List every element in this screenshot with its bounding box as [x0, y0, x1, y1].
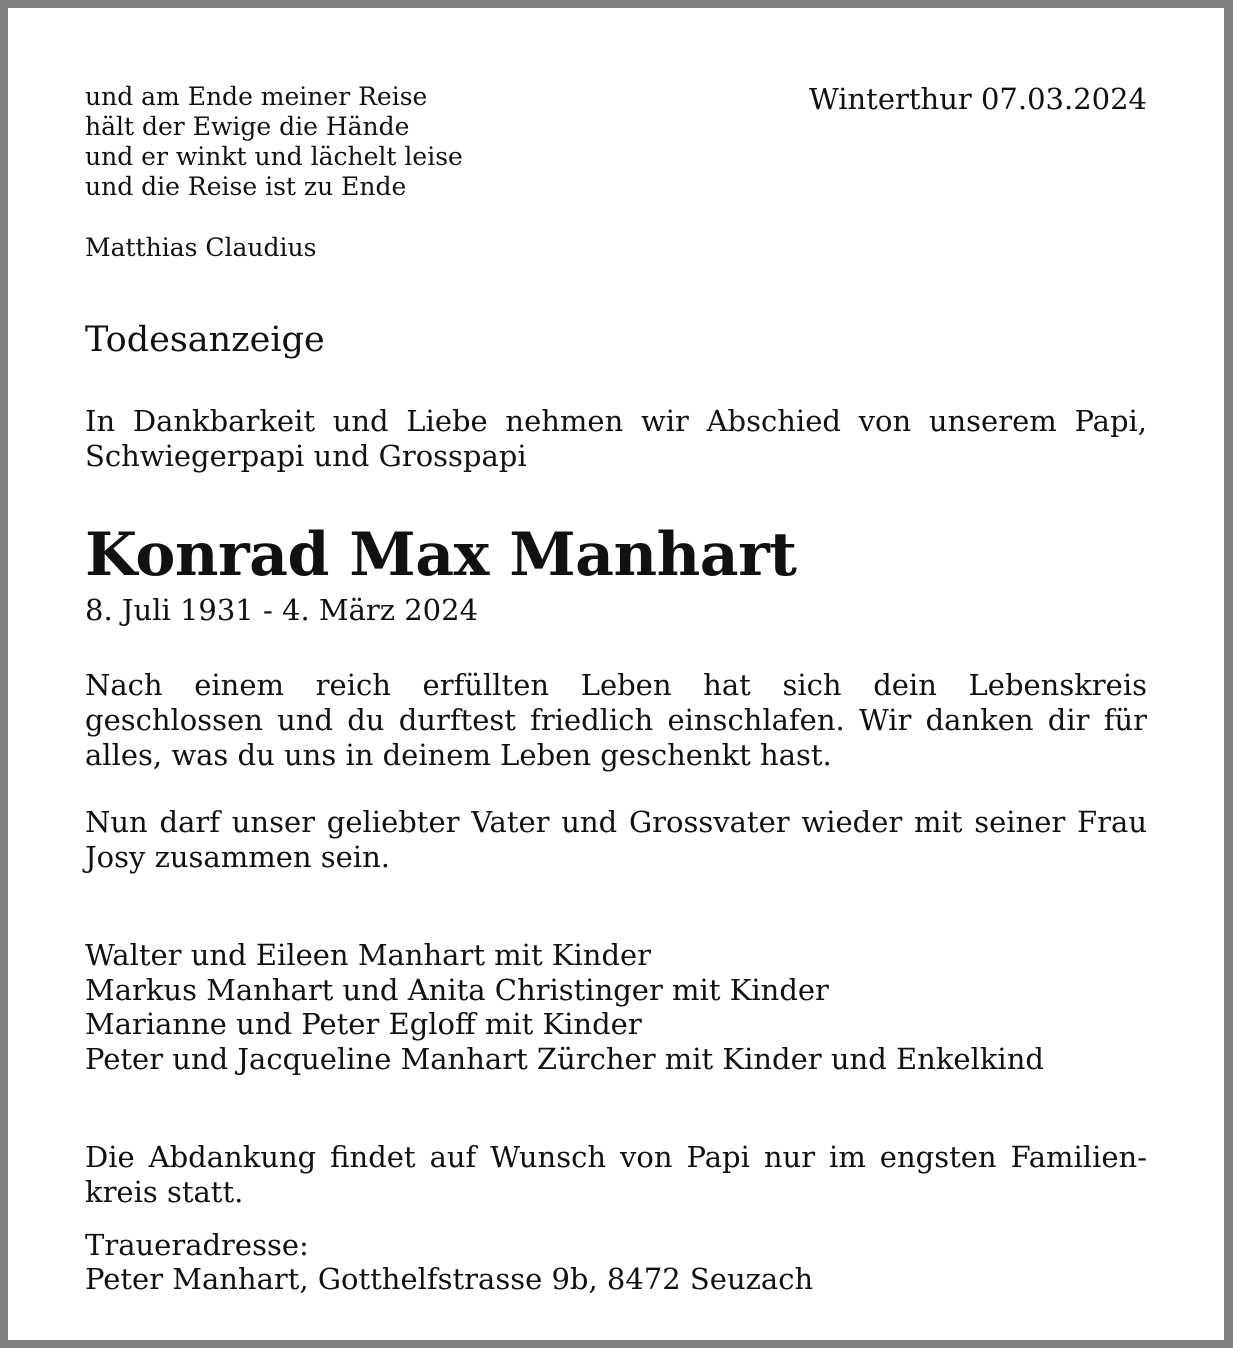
obituary-page	[8, 8, 1224, 1340]
mourners-list	[85, 938, 1044, 1076]
poem-line: und er winkt und lächelt leise	[85, 142, 463, 171]
mourner-entry: Marianne und Peter Egloff mit Kinder	[85, 1007, 642, 1041]
deceased-name: Konrad Max Manhart	[85, 520, 797, 590]
mourner-entry: Markus Manhart und Anita Christinger mit Kinder	[85, 972, 829, 1007]
mourning-address	[85, 1228, 813, 1296]
funeral-note: Die Abdankung findet auf Wunsch von Papi nur im engsten Familienkreis statt.	[85, 1140, 1147, 1209]
poem-author: Matthias Claudius	[85, 233, 317, 262]
poem-line: hält der Ewige die Hände	[85, 112, 410, 141]
poem-line: und am Ende meiner Reise	[85, 82, 428, 111]
address-label: Traueradresse:	[85, 1228, 309, 1262]
life-dates: 8. Juli 1931 - 4. März 2024	[85, 593, 479, 627]
intro-text: In Dankbarkeit und Liebe nehmen wir Abschied von unserem Papi, Schwiegerpapi und Grosspapi	[85, 404, 1147, 473]
paragraph: Nach einem reich erfüllten Leben hat sich dein Lebenskreis geschlossen und du durftest friedlich einschlafen. Wir danken dir für alles, was du uns in deinem Leben geschenkt hast.	[85, 668, 1147, 772]
notice-title: Todesanzeige	[85, 320, 325, 360]
mourner-entry: Walter und Eileen Manhart mit Kinder	[85, 938, 652, 972]
mourner-entry: Peter und Jacqueline Manhart Zürcher mit Kinder und Enkelkind	[85, 1041, 1044, 1076]
place-and-date: Winterthur 07.03.2024	[808, 82, 1147, 116]
address-value: Peter Manhart, Gotthelfstrasse 9b, 8472 Seuzach	[85, 1262, 814, 1296]
poem-line: und die Reise ist zu Ende	[85, 172, 407, 201]
poem	[85, 82, 463, 202]
paragraph: Nun darf unser geliebter Vater und Grossvater wieder mit seiner Frau Josy zusammen sein.	[85, 805, 1147, 874]
